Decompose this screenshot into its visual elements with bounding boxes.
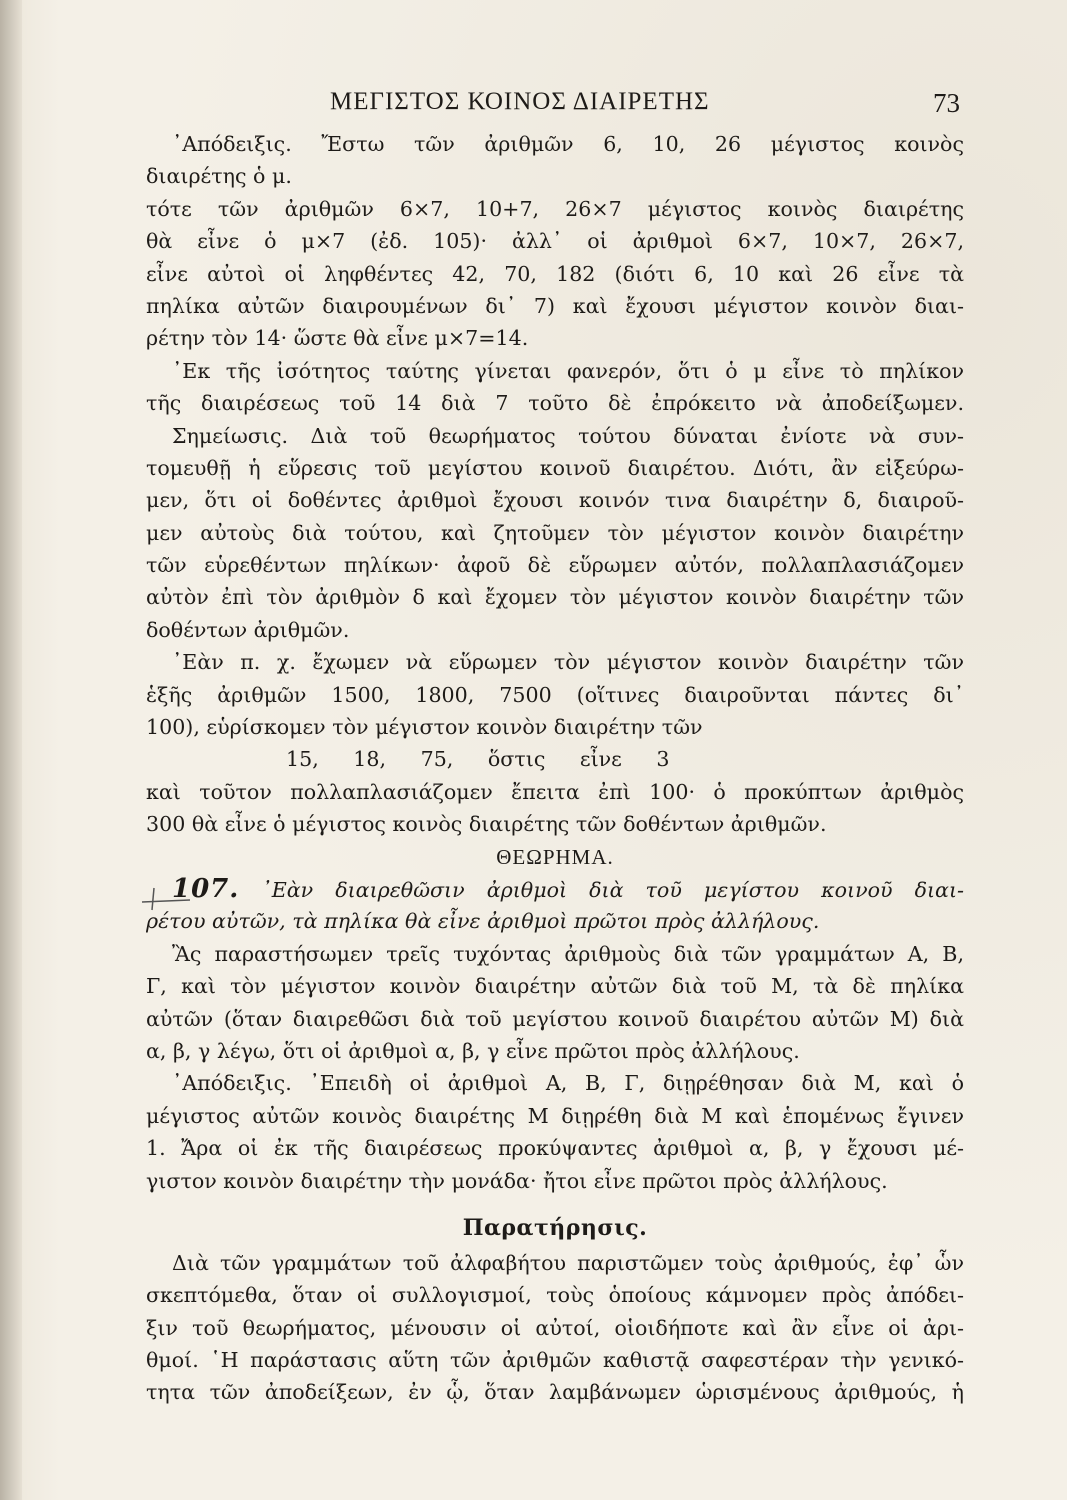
text-line: ξιν τοῦ θεωρήματος, μένουσιν οἱ αὐτοί, οἱοιδήποτε καὶ ἂν εἶνε οἱ ἀρι-	[146, 1315, 964, 1340]
text-line: γιστον κοινὸν διαιρέτην τὴν μονάδα· ἤτοι εἶνε πρῶτοι πρὸς ἀλλήλους.	[146, 1168, 888, 1193]
text-line: τότε τῶν ἀριθμῶν 6×7, 10+7, 26×7 μέγιστος κοινὸς διαιρέτης	[146, 196, 964, 221]
text-line: α, β, γ λέγω, ὅτι οἱ ἀριθμοὶ α, β, γ εἶνε πρῶτοι πρὸς ἀλλήλους.	[146, 1038, 800, 1063]
text-line: 300 θὰ εἶνε ὁ μέγιστος κοινὸς διαιρέτης τῶν δοθέντων ἀριθμῶν.	[146, 812, 827, 837]
text-line: 1. Ἄρα οἱ ἐκ τῆς διαιρέσεως προκύψαντες ἀριθμοὶ α, β, γ ἔχουσι μέ-	[146, 1136, 964, 1161]
remarks-heading: Παρατήρησις.	[462, 1214, 648, 1241]
text-line: πηλίκα αὐτῶν διαιρουμένων δι᾿ 7) καὶ ἔχουσι μέγιστον κοινὸν διαι-	[146, 293, 964, 318]
text-line: διαιρέτης ὁ μ.	[146, 164, 292, 189]
page-number: 73	[933, 88, 960, 118]
text-line: σκεπτόμεθα, ὅταν οἱ συλλογισμοί, τοὺς ὁποίους κάμνομεν πρὸς ἀπόδει-	[146, 1283, 964, 1308]
text-line: ᾿Απόδειξις. Ἔστω τῶν ἀριθμῶν 6, 10, 26 μέγιστος κοινὸς	[172, 132, 964, 156]
text-line: τητα τῶν ἀποδείξεων, ἐν ᾧ, ὅταν λαμβάνωμεν ὡρισμένους ἀριθμούς, ἡ	[146, 1380, 964, 1405]
text-line: Διὰ τῶν γραμμάτων τοῦ ἀλφαβήτου παριστῶμεν τοὺς ἀριθμούς, ἐφ᾿ ὧν	[172, 1250, 964, 1275]
text-line: αὐτῶν (ὅταν διαιρεθῶσι διὰ τοῦ μεγίστου κοινοῦ διαιρέτου αὐτῶν Μ) διὰ	[146, 1006, 964, 1031]
text-line: τῶν εὑρεθέντων πηλίκων· ἀφοῦ δὲ εὕρωμεν αὐτόν, πολλαπλασιάζομεν	[146, 553, 964, 578]
text-line: ᾿Εὰν π. χ. ἔχωμεν νὰ εὕρωμεν τὸν μέγιστον κοινὸν διαιρέτην τῶν	[172, 650, 964, 675]
running-title: ΜΕΓΙΣΤΟΣ ΚΟΙΝΟΣ ΔΙΑΙΡΕΤΗΣ	[330, 88, 710, 115]
text-line: εἶνε αὐτοὶ οἱ ληφθέντες 42, 70, 182 (διότι 6, 10 καὶ 26 εἶνε τὰ	[146, 261, 964, 286]
page-binding-edge	[0, 0, 22, 1500]
text-line: ρέτην τὸν 14· ὥστε θὰ εἶνε μ×7=14.	[146, 326, 529, 351]
text-line: Σημείωσις. Διὰ τοῦ θεωρήματος τούτου δύναται ἐνίοτε νὰ συν-	[172, 423, 964, 448]
text-line: τομευθῇ ἡ εὕρεσις τοῦ μεγίστου κοινοῦ διαιρέτου. Διότι, ἂν εἰξεύρω-	[146, 455, 964, 480]
text-line: θὰ εἶνε ὁ μ×7 (ἐδ. 105)· ἀλλ᾿ οἱ ἀριθμοὶ 6×7, 10×7, 26×7,	[146, 229, 964, 254]
theorem-statement-line: ᾿Εὰν διαιρεθῶσιν ἀριθμοὶ διὰ τοῦ μεγίστου κοινοῦ διαι-	[261, 877, 964, 902]
text-line: Ἂς παραστήσωμεν τρεῖς τυχόντας ἀριθμοὺς διὰ τῶν γραμμάτων Α, Β,	[172, 941, 964, 966]
theorem-statement	[146, 873, 964, 905]
text-line: ᾿Εκ τῆς ἰσότητος ταύτης γίνεται φανερόν, ὅτι ὁ μ εἶνε τὸ πηλίκον	[172, 358, 964, 383]
page-body	[146, 128, 964, 1409]
running-header	[150, 88, 960, 128]
text-line: Γ, καὶ τὸν μέγιστον κοινὸν διαιρέτην αὐτῶν διὰ τοῦ Μ, τὰ δὲ πηλίκα	[146, 974, 964, 999]
text-line: μεν αὐτοὺς διὰ τούτου, καὶ ζητοῦμεν τὸν μέγιστον κοινὸν διαιρέτην	[146, 520, 964, 545]
text-line: ᾿Απόδειξις. ᾿Επειδὴ οἱ ἀριθμοὶ Α, Β, Γ, διῃρέθησαν διὰ Μ, καὶ ὁ	[172, 1071, 964, 1096]
theorem-number: 107.	[172, 873, 240, 904]
text-line: μεν, ὅτι οἱ δοθέντες ἀριθμοὶ ἔχουσι κοινόν τινα διαιρέτην δ, διαιροῦ-	[146, 488, 964, 513]
theorem-statement-line: ρέτου αὐτῶν, τὰ πηλίκα θὰ εἶνε ἀριθμοὶ πρῶτοι πρὸς ἀλλήλους.	[146, 909, 820, 934]
text-line: τῆς διαιρέσεως τοῦ 14 διὰ 7 τοῦτο δὲ ἐπρόκειτο νὰ ἀποδείξωμεν.	[146, 391, 964, 416]
text-line: δοθέντων ἀριθμῶν.	[146, 617, 350, 642]
text-line: 100), εὑρίσκομεν τὸν μέγιστον κοινὸν διαιρέτην τῶν	[146, 715, 703, 740]
text-line: 15, 18, 75, ὅστις εἶνε 3	[286, 747, 670, 772]
text-line: αὐτὸν ἐπὶ τὸν ἀριθμὸν δ καὶ ἔχομεν τὸν μέγιστον κοινὸν διαιρέτην τῶν	[146, 585, 964, 610]
text-line: καὶ τοῦτον πολλαπλασιάζομεν ἔπειτα ἐπὶ 100· ὁ προκύπτων ἀριθμὸς	[146, 779, 964, 804]
theorem-heading: ΘΕΩΡΗΜΑ.	[496, 844, 614, 869]
text-line: μέγιστος αὐτῶν κοινὸς διαιρέτης Μ διῃρέθη διὰ Μ καὶ ἑπομένως ἔγινεν	[146, 1103, 964, 1128]
text-line: ἑξῆς ἀριθμῶν 1500, 1800, 7500 (οἵτινες διαιροῦνται πάντες δι᾿	[146, 682, 964, 707]
text-line: θμοί. ῾Η παράστασις αὕτη τῶν ἀριθμῶν καθιστᾷ σαφεστέραν τὴν γενικό-	[146, 1348, 964, 1373]
